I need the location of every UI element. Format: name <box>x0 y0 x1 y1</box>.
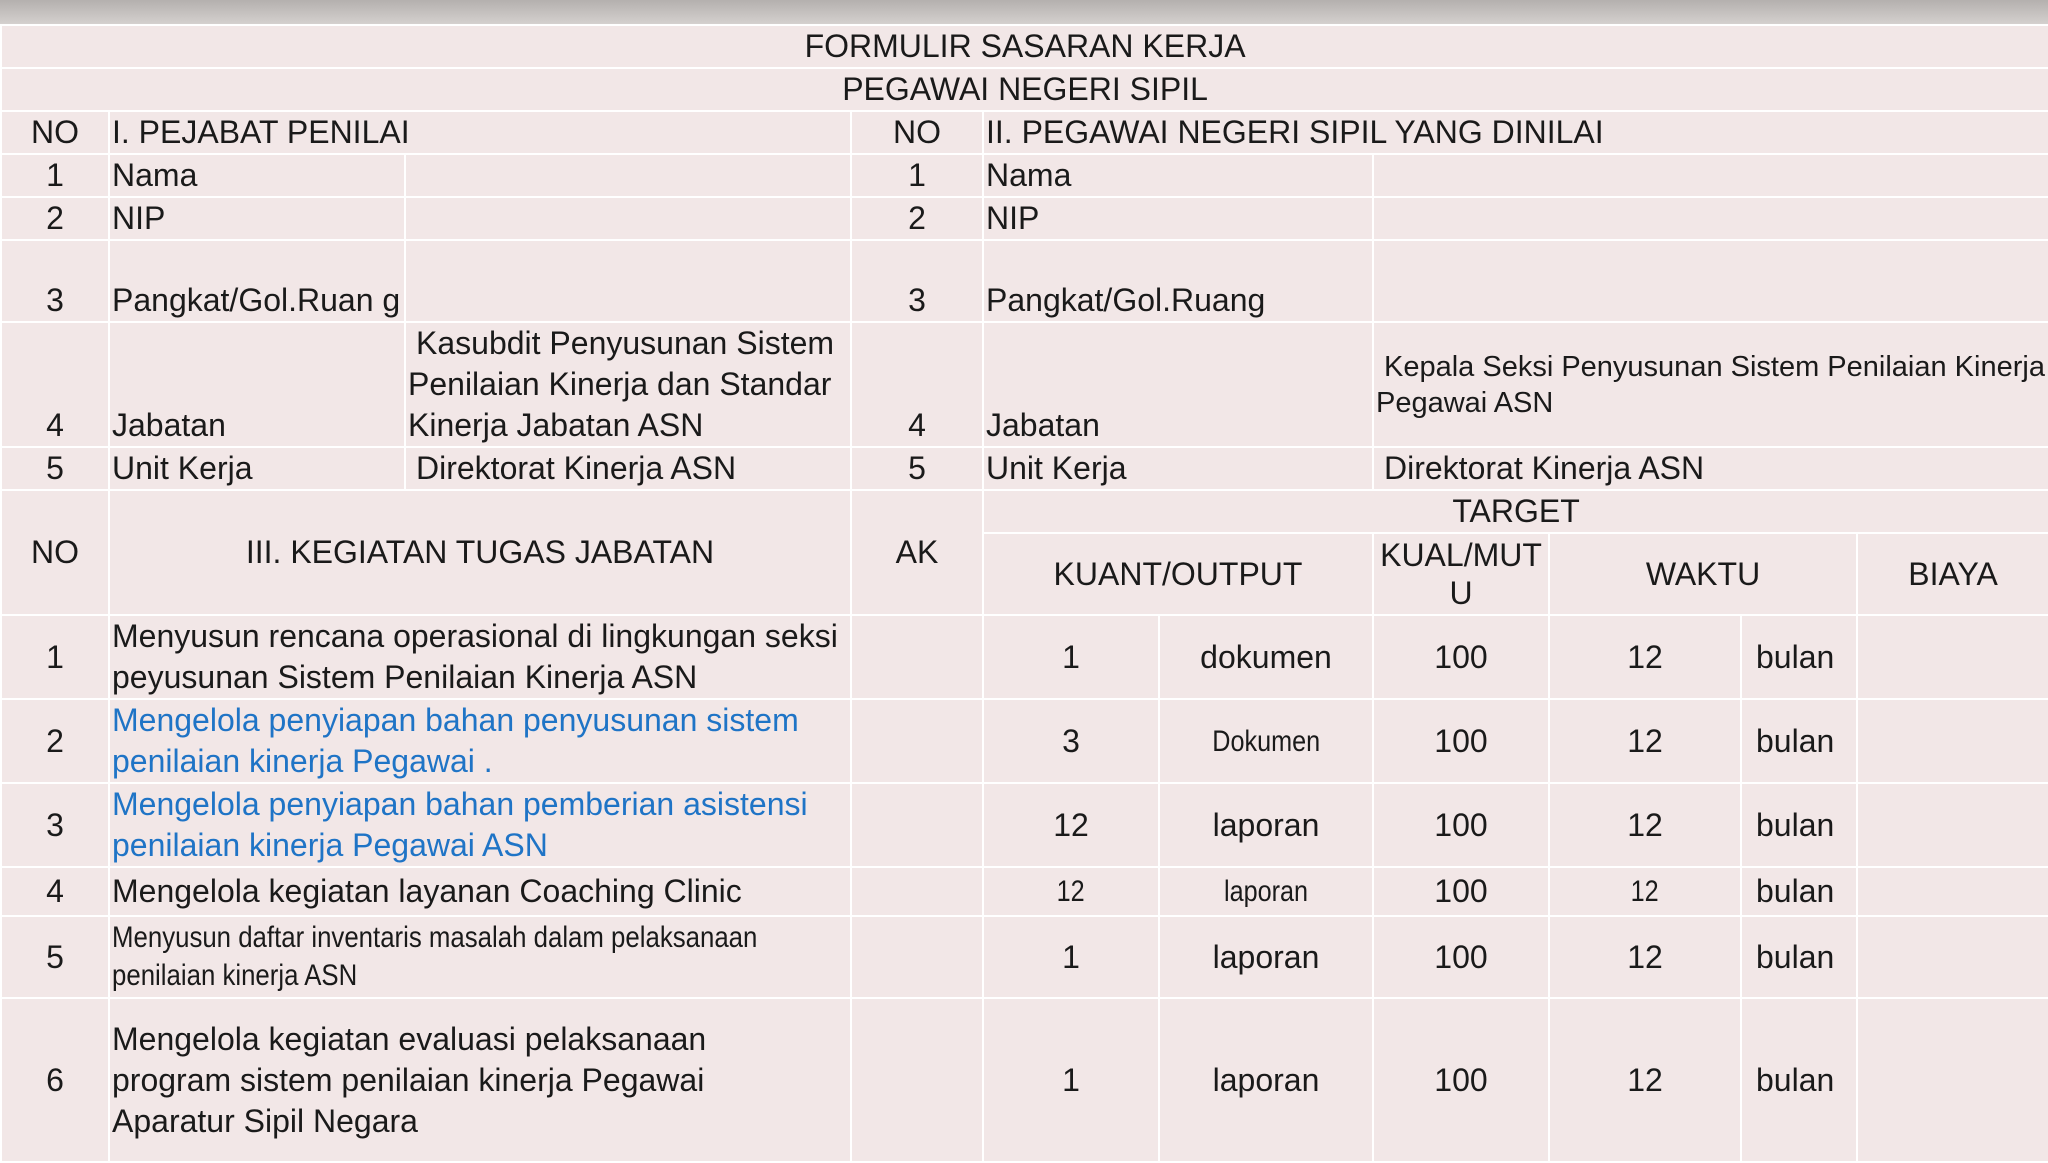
sec2-row-value: Kepala Seksi Penyusunan Sistem Penilaian Kinerja Pegawai ASN <box>1373 322 2048 447</box>
task-quality: 100 <box>1373 867 1549 916</box>
target-header: TARGET <box>983 490 2048 533</box>
task-time: 12 <box>1549 699 1741 783</box>
sec2-row-no: 4 <box>851 322 983 447</box>
task-quality: 100 <box>1373 998 1549 1162</box>
task-no: 1 <box>1 615 109 699</box>
sec1-row-value: Kasubdit Penyusunan Sistem Penilaian Kinerja dan Standar Kinerja Jabatan ASN <box>405 322 851 447</box>
task-ak <box>851 998 983 1162</box>
sec1-row-value <box>405 154 851 197</box>
task-time-unit: bulan <box>1741 615 1857 699</box>
task-no: 4 <box>1 867 109 916</box>
task-time: 12 <box>1549 998 1741 1162</box>
form-table <box>0 24 2048 1163</box>
task-ak <box>851 867 983 916</box>
sec2-row-no: 1 <box>851 154 983 197</box>
task-description: Mengelola penyiapan bahan pemberian asistensi penilaian kinerja Pegawai ASN <box>109 783 851 867</box>
task-output-unit: laporan <box>1159 867 1373 916</box>
task-ak <box>851 916 983 998</box>
waktu-header: WAKTU <box>1549 533 1857 615</box>
task-output-unit: dokumen <box>1159 615 1373 699</box>
sec2-row-label: Jabatan <box>983 322 1373 447</box>
sec3-heading: III. KEGIATAN TUGAS JABATAN <box>109 490 851 615</box>
sec1-row-label: NIP <box>109 197 405 240</box>
task-quantity: 3 <box>983 699 1159 783</box>
task-no: 2 <box>1 699 109 783</box>
task-quantity: 1 <box>983 916 1159 998</box>
sec2-row-label: NIP <box>983 197 1373 240</box>
top-frame-bar <box>0 0 2048 24</box>
sec2-row-value <box>1373 240 2048 322</box>
task-cost <box>1857 998 2048 1162</box>
task-cost <box>1857 699 2048 783</box>
sec3-no-header: NO <box>1 490 109 615</box>
sec2-row-label: Nama <box>983 154 1373 197</box>
task-time: 12 <box>1549 783 1741 867</box>
sec1-row-no: 4 <box>1 322 109 447</box>
sec1-row-no: 1 <box>1 154 109 197</box>
task-output-unit: Dokumen <box>1159 699 1373 783</box>
kuant-output-header: KUANT/OUTPUT <box>983 533 1373 615</box>
task-description: Mengelola kegiatan evaluasi pelaksanaan program sistem penilaian kinerja Pegawai Aparatur Sipil Negara <box>109 998 851 1162</box>
task-time-unit: bulan <box>1741 867 1857 916</box>
sec2-row-no: 2 <box>851 197 983 240</box>
sec2-row-value <box>1373 154 2048 197</box>
task-cost <box>1857 867 2048 916</box>
task-ak <box>851 783 983 867</box>
sec1-no-header: NO <box>1 111 109 154</box>
task-cost <box>1857 916 2048 998</box>
biaya-header: BIAYA <box>1857 533 2048 615</box>
task-quantity: 1 <box>983 998 1159 1162</box>
task-output-unit: laporan <box>1159 783 1373 867</box>
sec2-row-label: Unit Kerja <box>983 447 1373 490</box>
task-output-unit: laporan <box>1159 998 1373 1162</box>
form-subtitle: PEGAWAI NEGERI SIPIL <box>1 68 2048 111</box>
task-ak <box>851 699 983 783</box>
sec2-row-no: 5 <box>851 447 983 490</box>
sec2-row-value <box>1373 197 2048 240</box>
sec2-row-value: Direktorat Kinerja ASN <box>1373 447 2048 490</box>
task-description: Mengelola kegiatan layanan Coaching Clinic <box>109 867 851 916</box>
task-quality: 100 <box>1373 699 1549 783</box>
task-no: 5 <box>1 916 109 998</box>
sec1-row-label: Pangkat/Gol.Ruan g <box>109 240 405 322</box>
task-time: 12 <box>1549 867 1741 916</box>
task-no: 6 <box>1 998 109 1162</box>
task-time-unit: bulan <box>1741 916 1857 998</box>
task-description: Menyusun rencana operasional di lingkungan seksi peyusunan Sistem Penilaian Kinerja ASN <box>109 615 851 699</box>
sec2-no-header: NO <box>851 111 983 154</box>
task-ak <box>851 615 983 699</box>
task-quality: 100 <box>1373 783 1549 867</box>
sec1-row-value: Direktorat Kinerja ASN <box>405 447 851 490</box>
sec1-row-label: Nama <box>109 154 405 197</box>
task-cost <box>1857 783 2048 867</box>
sec1-row-value <box>405 197 851 240</box>
sec1-row-no: 5 <box>1 447 109 490</box>
task-time-unit: bulan <box>1741 998 1857 1162</box>
sec1-row-label: Unit Kerja <box>109 447 405 490</box>
kual-mutu-header: KUAL/MUT U <box>1373 533 1549 615</box>
sec1-row-label: Jabatan <box>109 322 405 447</box>
sec1-row-no: 3 <box>1 240 109 322</box>
task-output-unit: laporan <box>1159 916 1373 998</box>
ak-header: AK <box>851 490 983 615</box>
task-quality: 100 <box>1373 916 1549 998</box>
task-time-unit: bulan <box>1741 699 1857 783</box>
task-quantity: 12 <box>983 783 1159 867</box>
task-description: Mengelola penyiapan bahan penyusunan sistem penilaian kinerja Pegawai . <box>109 699 851 783</box>
task-no: 3 <box>1 783 109 867</box>
sec2-heading: II. PEGAWAI NEGERI SIPIL YANG DINILAI <box>983 111 2048 154</box>
task-time: 12 <box>1549 615 1741 699</box>
sec1-row-value <box>405 240 851 322</box>
sec1-row-no: 2 <box>1 197 109 240</box>
task-time-unit: bulan <box>1741 783 1857 867</box>
sec1-heading: I. PEJABAT PENILAI <box>109 111 851 154</box>
task-cost <box>1857 615 2048 699</box>
sec2-row-label: Pangkat/Gol.Ruang <box>983 240 1373 322</box>
task-quantity: 12 <box>983 867 1159 916</box>
task-quantity: 1 <box>983 615 1159 699</box>
task-description: Menyusun daftar inventaris masalah dalam pelaksanaan penilaian kinerja ASN <box>109 916 851 998</box>
task-time: 12 <box>1549 916 1741 998</box>
sec2-row-no: 3 <box>851 240 983 322</box>
task-quality: 100 <box>1373 615 1549 699</box>
form-title: FORMULIR SASARAN KERJA <box>1 25 2048 68</box>
